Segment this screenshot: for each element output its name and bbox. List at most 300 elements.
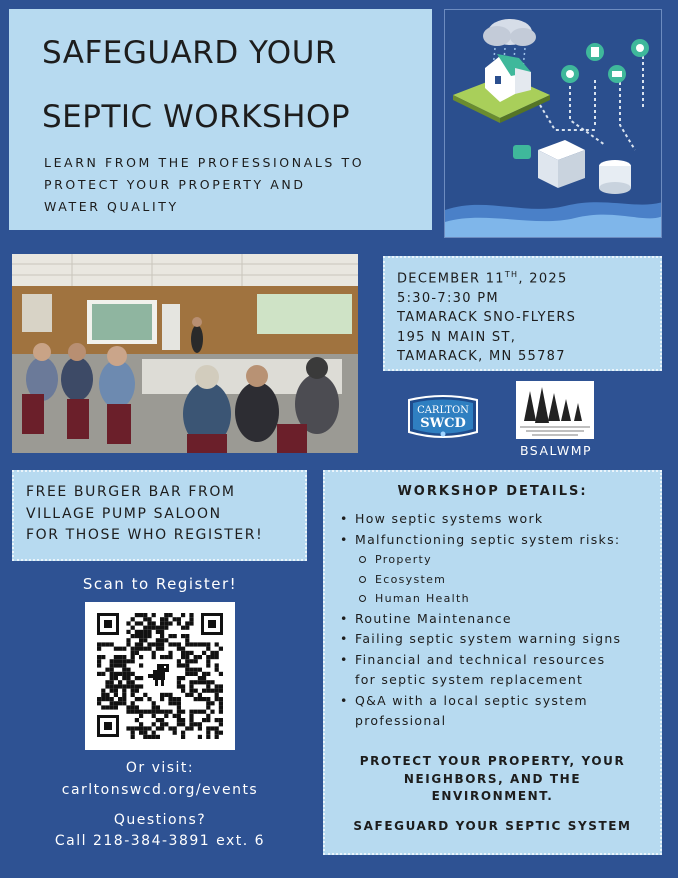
event-city: TAMARACK, MN 55787 [397, 349, 566, 365]
qr-module [114, 676, 118, 680]
qr-module [160, 726, 164, 730]
list-item: • Routine Maintenance [339, 609, 660, 630]
qr-module [110, 684, 114, 688]
qr-module [206, 731, 210, 735]
qr-module [160, 630, 164, 634]
qr-module [189, 613, 193, 617]
qr-module [160, 697, 164, 701]
qr-module [181, 710, 185, 714]
qr-module [114, 684, 118, 688]
qr-module [152, 613, 156, 617]
qr-module [122, 684, 126, 688]
qr-module [114, 705, 118, 709]
qr-module [189, 710, 193, 714]
list-item-continued: professional [355, 713, 447, 728]
qr-module [181, 718, 185, 722]
qr-module [139, 642, 143, 646]
qr-module [139, 630, 143, 634]
qr-module [126, 676, 130, 680]
qr-module [152, 655, 156, 659]
qr-module [131, 634, 135, 638]
qr-module [160, 638, 164, 642]
qr-module [164, 638, 168, 642]
carlton-swcd-logo-graphic [403, 394, 483, 442]
qr-module [210, 726, 214, 730]
event-time: 5:30-7:30 PM [397, 290, 499, 306]
qr-module [110, 697, 114, 701]
event-date-year: , 2025 [518, 271, 568, 287]
event-venue: TAMARACK SNO-FLYERS [397, 310, 577, 326]
qr-module [105, 642, 109, 646]
qr-module [164, 722, 168, 726]
qr-module [147, 630, 151, 634]
qr-module [105, 697, 109, 701]
qr-module [131, 693, 135, 697]
qr-module [139, 710, 143, 714]
qr-module [185, 651, 189, 655]
qr-module [118, 701, 122, 705]
qr-module [177, 663, 181, 667]
page-title-line-1: SAFEGUARD YOUR [42, 35, 337, 71]
septic-illustration-graphic [445, 10, 662, 238]
qr-module [189, 651, 193, 655]
qr-module [198, 726, 202, 730]
qr-module [122, 663, 126, 667]
qr-module [185, 672, 189, 676]
qr-module [101, 672, 105, 676]
qr-module [177, 722, 181, 726]
sub-list-item: Property [339, 550, 660, 570]
qr-module [143, 617, 147, 621]
qr-module [194, 710, 198, 714]
qr-module [194, 689, 198, 693]
qr-module [147, 617, 151, 621]
qr-module [152, 710, 156, 714]
list-item: • How septic systems work [339, 509, 660, 530]
qr-module [118, 680, 122, 684]
qr-module [152, 714, 156, 718]
qr-module [198, 680, 202, 684]
qr-module [181, 731, 185, 735]
qr-module [206, 663, 210, 667]
bsalwmp-trees-graphic [516, 381, 594, 439]
qr-module [219, 684, 223, 688]
qr-module [210, 689, 214, 693]
workshop-details-panel [323, 470, 662, 855]
qr-module [122, 701, 126, 705]
qr-module [126, 710, 130, 714]
qr-module [147, 697, 151, 701]
qr-module [126, 680, 130, 684]
qr-module [156, 642, 160, 646]
qr-module [101, 705, 105, 709]
qr-module [156, 735, 160, 739]
qr-module [131, 731, 135, 735]
qr-module [143, 735, 147, 739]
qr-module [160, 626, 164, 630]
qr-module [168, 726, 172, 730]
qr-module [215, 684, 219, 688]
qr-module [177, 714, 181, 718]
qr-module [189, 718, 193, 722]
qr-module [206, 697, 210, 701]
qr-module [168, 613, 172, 617]
qr-module [194, 655, 198, 659]
qr-module [139, 613, 143, 617]
qr-module [110, 663, 114, 667]
details-list [325, 509, 660, 732]
list-item: • Q&A with a local septic system [339, 691, 660, 712]
qr-module [215, 731, 219, 735]
qr-module [135, 630, 139, 634]
qr-module [152, 735, 156, 739]
qr-module [160, 642, 164, 646]
qr-module [122, 668, 126, 672]
qr-module [135, 697, 139, 701]
qr-module [177, 659, 181, 663]
qr-module [215, 735, 219, 739]
qr-module [173, 697, 177, 701]
qr-module [185, 726, 189, 730]
qr-module [126, 705, 130, 709]
qr-module [139, 655, 143, 659]
list-item: • Failing septic system warning signs [339, 629, 660, 650]
qr-module [101, 697, 105, 701]
qr-module [131, 655, 135, 659]
qr-module [202, 672, 206, 676]
qr-module [173, 714, 177, 718]
workshop-photo [12, 254, 358, 453]
qr-module [215, 655, 219, 659]
qr-module [181, 722, 185, 726]
qr-module [143, 638, 147, 642]
qr-module [181, 626, 185, 630]
qr-module [118, 659, 122, 663]
qr-module [131, 726, 135, 730]
subtitle-line-2: PROTECT YOUR PROPERTY AND [44, 177, 306, 192]
qr-module [206, 642, 210, 646]
qr-module [202, 651, 206, 655]
qr-module [202, 718, 206, 722]
qr-module [152, 705, 156, 709]
qr-module [189, 659, 193, 663]
qr-module [202, 680, 206, 684]
qr-module [177, 710, 181, 714]
qr-module [202, 697, 206, 701]
qr-module [118, 672, 122, 676]
qr-module [198, 642, 202, 646]
list-item: • Financial and technical resources [339, 650, 660, 671]
qr-module [97, 647, 101, 651]
qr-module [173, 731, 177, 735]
qr-module [185, 638, 189, 642]
protect-line-1: PROTECT YOUR PROPERTY, YOUR [359, 754, 626, 768]
qr-module [185, 668, 189, 672]
qr-module [122, 655, 126, 659]
qr-module [198, 710, 202, 714]
carlton-swcd-logo [403, 394, 483, 442]
qr-module [101, 642, 105, 646]
subtitle-line-3: WATER QUALITY [44, 199, 179, 214]
qr-module [110, 689, 114, 693]
qr-module [126, 621, 130, 625]
qr-module [160, 710, 164, 714]
qr-module [156, 630, 160, 634]
qr-module [97, 659, 101, 663]
scan-to-register-label: Scan to Register! [82, 575, 238, 593]
qr-module [105, 684, 109, 688]
qr-module [131, 672, 135, 676]
qr-module [173, 642, 177, 646]
bsalwmp-logo [516, 381, 594, 439]
qr-module [168, 697, 172, 701]
qr-module [156, 726, 160, 730]
burger-line-3: FOR THOSE WHO REGISTER! [26, 527, 264, 543]
qr-module [219, 718, 223, 722]
qr-module [110, 701, 114, 705]
qr-module [139, 647, 143, 651]
qr-module [135, 718, 139, 722]
qr-module [110, 680, 114, 684]
qr-module [118, 697, 122, 701]
qr-module [164, 693, 168, 697]
qr-module [206, 735, 210, 739]
qr-module [168, 693, 172, 697]
swcd-logo-line2: SWCD [420, 416, 466, 431]
qr-module [135, 634, 139, 638]
qr-module [135, 689, 139, 693]
qr-module [135, 710, 139, 714]
qr-module [206, 701, 210, 705]
qr-module [122, 659, 126, 663]
questions-label: Questions? [113, 812, 207, 828]
qr-module [110, 672, 114, 676]
qr-module [189, 617, 193, 621]
qr-module [210, 655, 214, 659]
safeguard-tagline: SAFEGUARD YOUR SEPTIC SYSTEM [353, 819, 632, 833]
qr-module [105, 668, 109, 672]
qr-module [110, 659, 114, 663]
qr-module [105, 680, 109, 684]
qr-module [105, 705, 109, 709]
qr-module [135, 684, 139, 688]
qr-module [126, 684, 130, 688]
qr-module [143, 647, 147, 651]
qr-module [189, 684, 193, 688]
qr-module [177, 697, 181, 701]
qr-module [114, 693, 118, 697]
qr-module [202, 642, 206, 646]
qr-module [215, 642, 219, 646]
qr-module [143, 630, 147, 634]
qr-module [164, 617, 168, 621]
qr-module [156, 710, 160, 714]
qr-module [110, 676, 114, 680]
qr-module [173, 617, 177, 621]
qr-module [135, 726, 139, 730]
qr-module [143, 634, 147, 638]
qr-module [143, 626, 147, 630]
qr-module [215, 689, 219, 693]
contact-phone[interactable]: Call 218-384-3891 ext. 6 [54, 833, 266, 849]
burger-line-1: FREE BURGER BAR FROM [26, 484, 236, 500]
qr-module [152, 722, 156, 726]
qr-module [126, 642, 130, 646]
qr-module [177, 684, 181, 688]
qr-module [194, 642, 198, 646]
qr-module [173, 701, 177, 705]
qr-module [177, 718, 181, 722]
qr-module [189, 726, 193, 730]
qr-module [202, 710, 206, 714]
qr-module [126, 659, 130, 663]
qr-module [210, 680, 214, 684]
qr-module [147, 735, 151, 739]
qr-module [164, 710, 168, 714]
events-url-link[interactable]: carltonswcd.org/events [61, 782, 259, 798]
workshop-photo-graphic [12, 254, 358, 453]
qr-module [160, 621, 164, 625]
qr-module [198, 668, 202, 672]
qr-module [139, 684, 143, 688]
registration-qr-code[interactable] [85, 602, 235, 750]
qr-module [164, 714, 168, 718]
qr-module [168, 701, 172, 705]
qr-module [131, 684, 135, 688]
burger-bar-panel [12, 470, 307, 561]
qr-module [126, 668, 130, 672]
qr-module [143, 726, 147, 730]
qr-module [160, 693, 164, 697]
qr-module [215, 697, 219, 701]
qr-module [122, 647, 126, 651]
qr-module [135, 642, 139, 646]
qr-module [152, 642, 156, 646]
qr-module [156, 638, 160, 642]
qr-module [122, 672, 126, 676]
qr-module [164, 613, 168, 617]
event-street: 195 N MAIN ST, [397, 329, 517, 345]
qr-module [189, 668, 193, 672]
qr-module [194, 668, 198, 672]
qr-module [139, 731, 143, 735]
qr-module [185, 634, 189, 638]
qr-module [160, 647, 164, 651]
qr-module [219, 672, 223, 676]
qr-module [118, 663, 122, 667]
qr-module [185, 659, 189, 663]
qr-module [198, 676, 202, 680]
qr-module [185, 626, 189, 630]
qr-module [135, 705, 139, 709]
qr-module [122, 676, 126, 680]
qr-module [131, 701, 135, 705]
qr-module [156, 705, 160, 709]
qr-module [206, 680, 210, 684]
qr-code-graphic [85, 602, 235, 750]
qr-module [177, 705, 181, 709]
qr-module [135, 676, 139, 680]
qr-module [181, 613, 185, 617]
qr-module [114, 663, 118, 667]
qr-module [114, 701, 118, 705]
sub-list-item: Ecosystem [339, 570, 660, 590]
qr-module [215, 668, 219, 672]
qr-module [194, 722, 198, 726]
qr-module [168, 642, 172, 646]
subtitle-line-1: LEARN FROM THE PROFESSIONALS TO [44, 155, 365, 170]
or-visit-label: Or visit: [125, 760, 195, 776]
qr-module [118, 655, 122, 659]
qr-module [181, 634, 185, 638]
qr-module [189, 714, 193, 718]
qr-module [206, 705, 210, 709]
qr-module [139, 621, 143, 625]
qr-module [206, 718, 210, 722]
qr-module [105, 693, 109, 697]
qr-module [135, 613, 139, 617]
qr-module [206, 672, 210, 676]
qr-module [131, 647, 135, 651]
qr-module [143, 731, 147, 735]
protect-line-2: NEIGHBORS, AND THE [403, 771, 582, 786]
qr-module [206, 655, 210, 659]
qr-module [147, 626, 151, 630]
qr-module [152, 731, 156, 735]
qr-module [97, 697, 101, 701]
qr-module [189, 689, 193, 693]
qr-module [219, 701, 223, 705]
qr-module [122, 693, 126, 697]
qr-module [185, 642, 189, 646]
qr-module [189, 680, 193, 684]
details-heading: WORKSHOP DETAILS: [397, 484, 588, 499]
qr-module [219, 705, 223, 709]
qr-module [114, 655, 118, 659]
qr-module [160, 722, 164, 726]
qr-module [194, 697, 198, 701]
qr-module [198, 693, 202, 697]
qr-module [206, 684, 210, 688]
qr-module [156, 718, 160, 722]
qr-module [206, 659, 210, 663]
qr-module [126, 726, 130, 730]
qr-module [147, 621, 151, 625]
qr-module [177, 676, 181, 680]
qr-module [194, 680, 198, 684]
qr-module [131, 626, 135, 630]
qr-module [181, 647, 185, 651]
qr-module [173, 726, 177, 730]
qr-module [206, 714, 210, 718]
qr-module [114, 647, 118, 651]
qr-module [198, 655, 202, 659]
qr-module [122, 697, 126, 701]
swcd-logo-line1: CARLTON [417, 405, 469, 416]
qr-module [160, 617, 164, 621]
qr-module [152, 701, 156, 705]
qr-module [139, 634, 143, 638]
qr-module [210, 710, 214, 714]
qr-module [97, 663, 101, 667]
qr-module [131, 710, 135, 714]
qr-module [114, 672, 118, 676]
qr-module [143, 693, 147, 697]
list-item: • Malfunctioning septic system risks: [339, 530, 660, 551]
qr-module [143, 710, 147, 714]
qr-module [168, 710, 172, 714]
qr-module [101, 693, 105, 697]
